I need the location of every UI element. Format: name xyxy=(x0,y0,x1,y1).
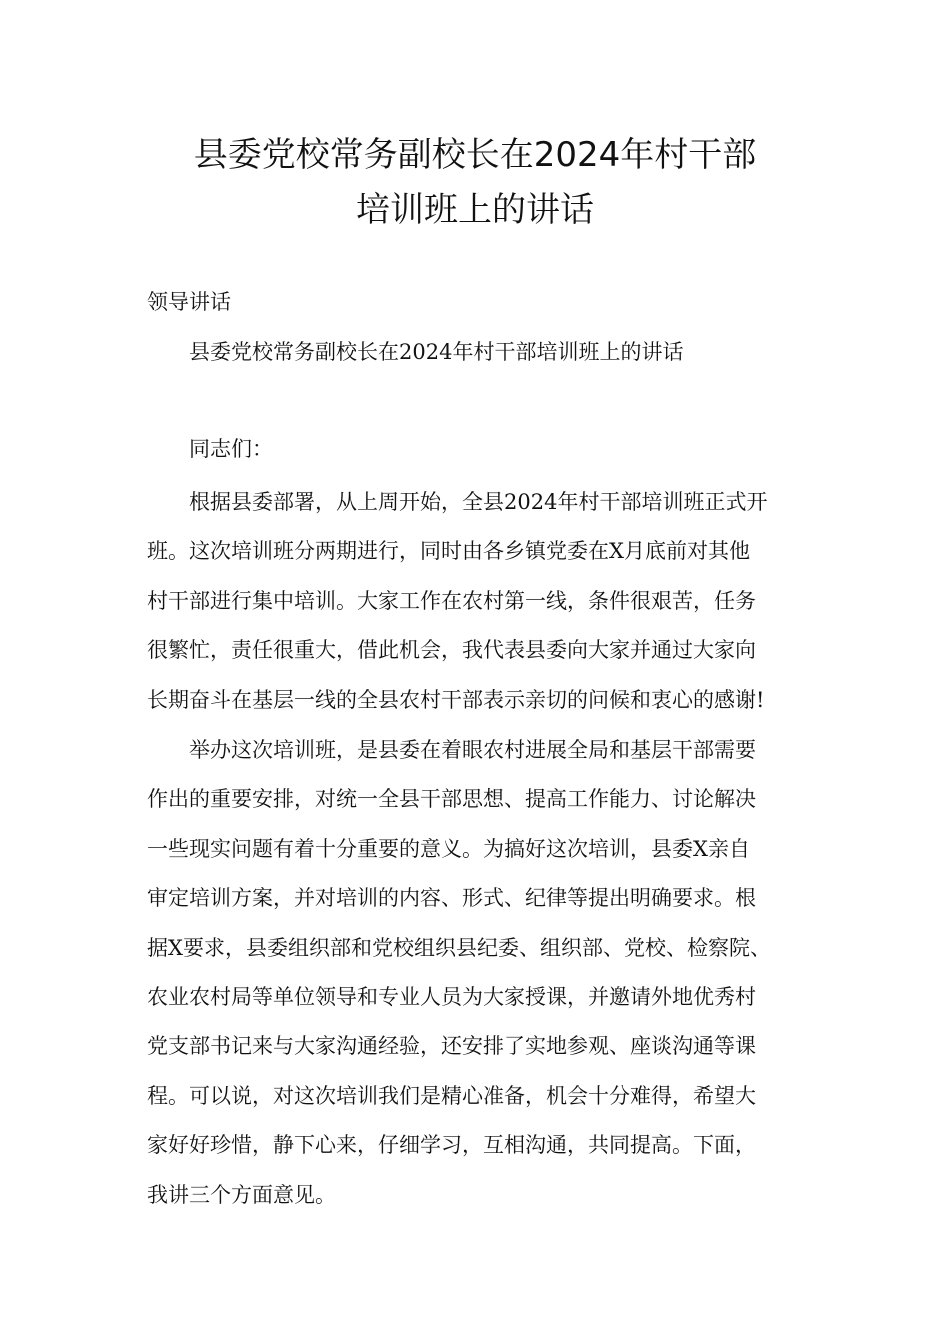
paragraph-line: 很繁忙，责任很重大，借此机会，我代表县委向大家并通过大家向 xyxy=(147,638,756,663)
paragraph-line: 村干部进行集中培训。大家工作在农村第一线，条件很艰苦，任务 xyxy=(147,588,756,613)
document-title xyxy=(0,128,950,238)
paragraph-line: 程。可以说，对这次培训我们是精心准备，机会十分难得，希望大 xyxy=(147,1083,756,1108)
paragraph-1 xyxy=(147,478,827,725)
title-line-2: 培训班上的讲话 xyxy=(356,190,594,230)
paragraph-line: 举办这次培训班，是县委在着眼农村进展全局和基层干部需要 xyxy=(189,738,756,762)
paragraph-line: 班。这次培训班分两期进行，同时由各乡镇党委在X月底前对其他 xyxy=(147,539,750,564)
paragraph-line: 长期奋斗在基层一线的全县农村干部表示亲切的问候和衷心的感谢! xyxy=(147,687,765,712)
paragraph-line: 作出的重要安排，对统一全县干部思想、提高工作能力、讨论解决 xyxy=(147,787,756,812)
speech-subtitle: 县委党校常务副校长在2024年村干部培训班上的讲话 xyxy=(189,340,684,364)
paragraph-line: 农业农村局等单位领导和专业人员为大家授课，并邀请外地优秀村 xyxy=(147,985,756,1010)
paragraph-line: 审定培训方案，并对培训的内容、形式、纪律等提出明确要求。根 xyxy=(147,886,756,911)
paragraph-line: 据X要求，县委组织部和党校组织县纪委、组织部、党校、检察院、 xyxy=(147,935,771,960)
category-label: 领导讲话 xyxy=(147,290,231,314)
paragraph-line: 我讲三个方面意见。 xyxy=(147,1182,336,1207)
paragraph-line: 根据县委部署，从上周开始，全县2024年村干部培训班正式开 xyxy=(189,490,768,514)
paragraph-line: 一些现实问题有着十分重要的意义。为搞好这次培训，县委X亲自 xyxy=(147,836,750,861)
salutation: 同志们： xyxy=(189,437,273,461)
paragraph-line: 党支部书记来与大家沟通经验，还安排了实地参观、座谈沟通等课 xyxy=(147,1034,756,1059)
title-line-1: 县委党校常务副校长在2024年村干部 xyxy=(193,135,757,175)
paragraph-2 xyxy=(147,726,827,1220)
paragraph-line: 家好好珍惜，静下心来，仔细学习，互相沟通，共同提高。下面， xyxy=(147,1133,756,1158)
